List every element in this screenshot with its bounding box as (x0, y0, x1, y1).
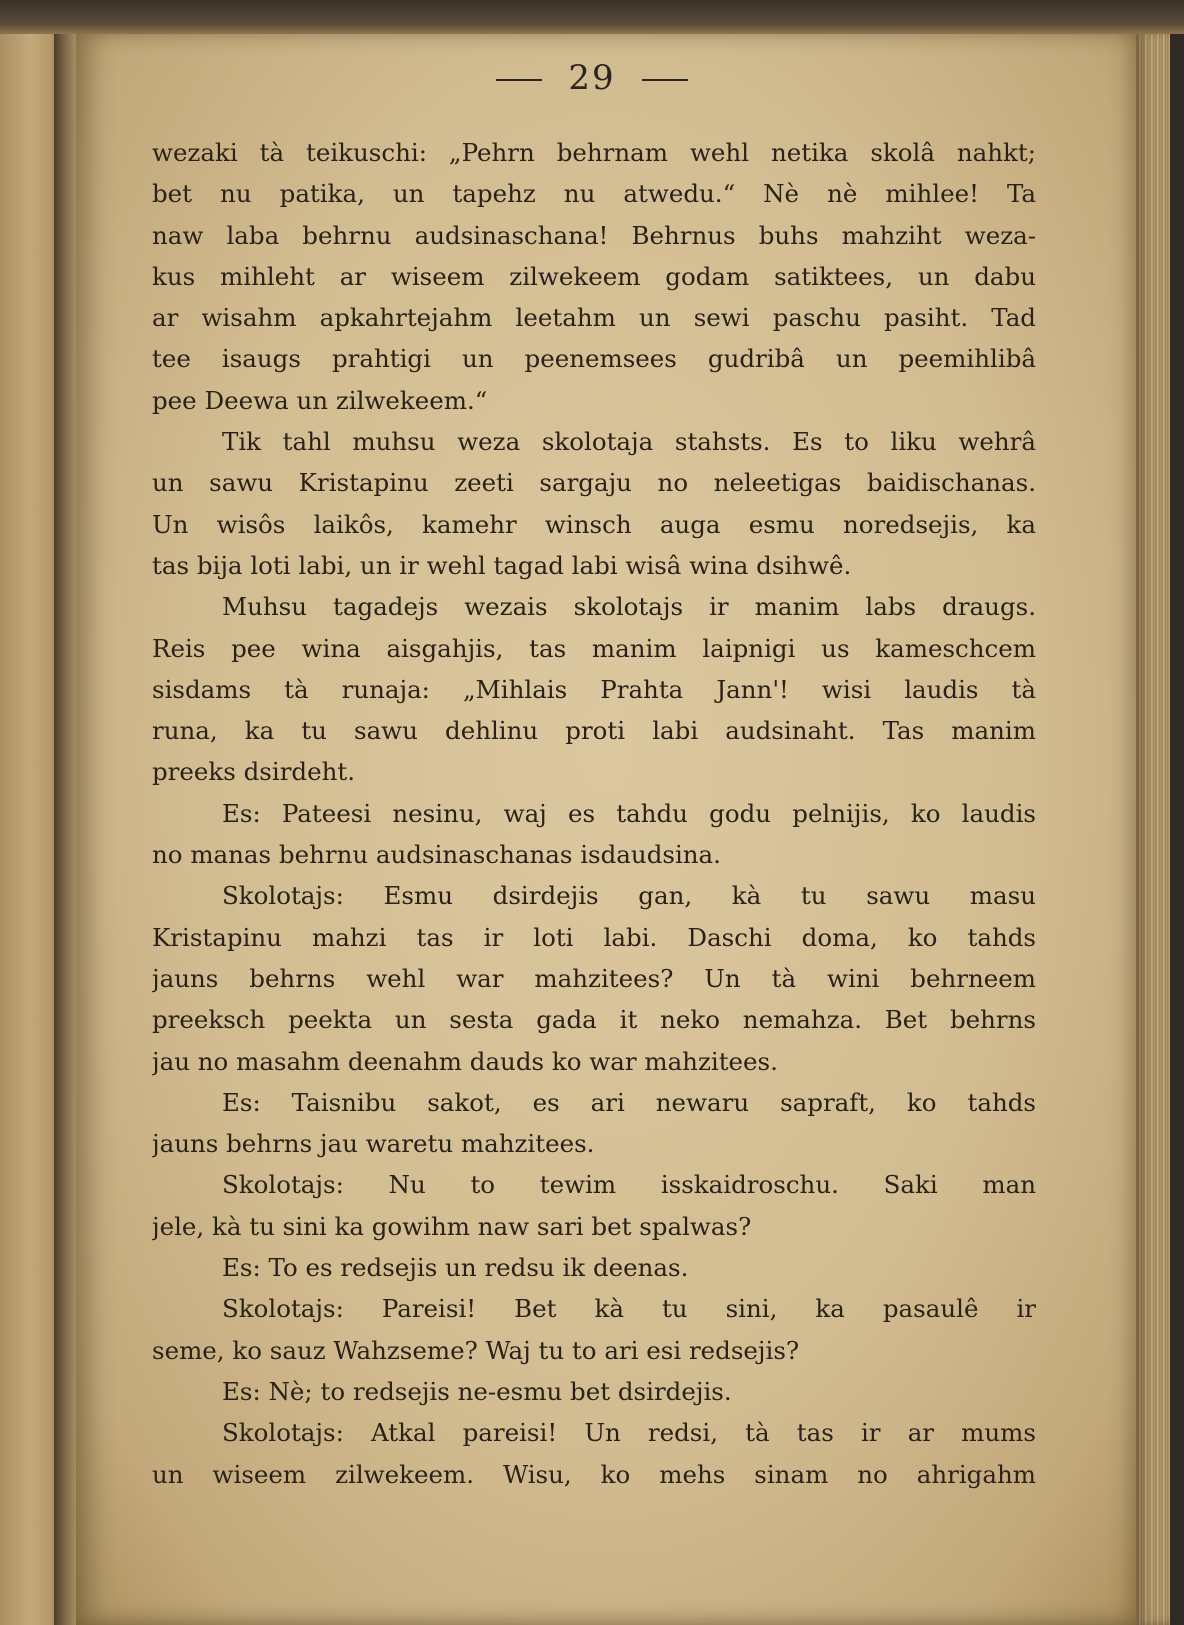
text-line: Kristapinu mahzi tas ir loti labi. Daschi doma, ko tahds (152, 922, 1036, 952)
text-line: preeks dsirdeht. (152, 757, 355, 787)
text-line: kus mihleht ar wiseem zilwekeem godam satiktees, un dabu (152, 261, 1036, 291)
text-line: Skolotajs: Atkal pareisi! Un redsi, tà tas ir ar mums (222, 1418, 1036, 1448)
text-line: naw laba behrnu audsinaschana! Behrnus buhs mahziht weza- (152, 220, 1036, 250)
header-dash-right (642, 79, 688, 81)
text-line: jauns behrns jau waretu mahzitees. (152, 1129, 595, 1159)
text-line: Reis pee wina aisgahjis, tas manim laipnigi us kameschcem (152, 633, 1036, 663)
text-line: Es: Taisnibu sakot, es ari newaru sapraft, ko tahds (222, 1087, 1036, 1117)
text-line: un wiseem zilwekeem. Wisu, ko mehs sinam no ahrigahm (152, 1459, 1036, 1489)
header-dash-left (496, 79, 542, 81)
text-line: jele, kà tu sini ka gowihm naw sari bet spalwas? (152, 1211, 752, 1241)
text-line: jauns behrns wehl war mahzitees? Un tà wini behrneem (152, 963, 1036, 993)
text-line: runa, ka tu sawu dehlinu proti labi audsinaht. Tas manim (152, 716, 1036, 746)
text-line: Es: Pateesi nesinu, waj es tahdu godu pelnijis, ko laudis (222, 798, 1036, 828)
text-line: Skolotajs: Nu to tewim isskaidroschu. Saki man (222, 1170, 1036, 1200)
text-line: tee isaugs prahtigi un peenemsees gudribâ un peemihlibâ (152, 344, 1036, 374)
text-line: sisdams tà runaja: „Mihlais Prahta Jann'! wisi laudis tà (152, 674, 1036, 704)
text-line: bet nu patika, un tapehz nu atwedu.“ Nè nè mihlee! Ta (152, 179, 1036, 209)
text-line: no manas behrnu audsinaschanas isdaudsina. (152, 840, 721, 870)
text-line: pee Deewa un zilwekeem.“ (152, 385, 488, 415)
cover-edge (1170, 30, 1184, 1625)
facing-page-edge (0, 0, 60, 1625)
text-line: ar wisahm apkahrtejahm leetahm un sewi paschu pasiht. Tad (152, 303, 1036, 333)
text-line: Un wisôs laikôs, kamehr winsch auga esmu noredsejis, ka (152, 509, 1036, 539)
text-line: Skolotajs: Esmu dsirdejis gan, kà tu sawu masu (222, 881, 1036, 911)
page-header (0, 58, 1184, 98)
text-line: wezaki tà teikuschi: „Pehrn behrnam wehl netika skolâ nahkt; (152, 138, 1036, 167)
text-line: un sawu Kristapinu zeeti sargaju no neleetigas baidischanas. (152, 468, 1036, 498)
text-line: preeksch peekta un sesta gada it neko nemahza. Bet behrns (152, 1005, 1036, 1035)
text-line: Es: Nè; to redsejis ne-esmu bet dsirdejis. (222, 1376, 732, 1406)
text-line: tas bija loti labi, un ir wehl tagad labi wisâ wina dsihwê. (152, 550, 852, 580)
text-line: Es: To es redsejis un redsu ik deenas. (222, 1253, 689, 1283)
body-text (152, 132, 1036, 1495)
text-line: Skolotajs: Pareisi! Bet kà tu sini, ka pasaulê ir (222, 1294, 1036, 1324)
text-line: jau no masahm deenahm dauds ko war mahzitees. (152, 1046, 778, 1076)
page-number: 29 (568, 58, 616, 98)
text-line: seme, ko sauz Wahzseme? Waj tu to ari esi redsejis? (152, 1335, 800, 1365)
text-line: Muhsu tagadejs wezais skolotajs ir manim labs draugs. (222, 592, 1036, 622)
binding-top (0, 0, 1184, 34)
text-line: Tik tahl muhsu weza skolotaja stahsts. Es to liku wehrâ (222, 427, 1036, 457)
